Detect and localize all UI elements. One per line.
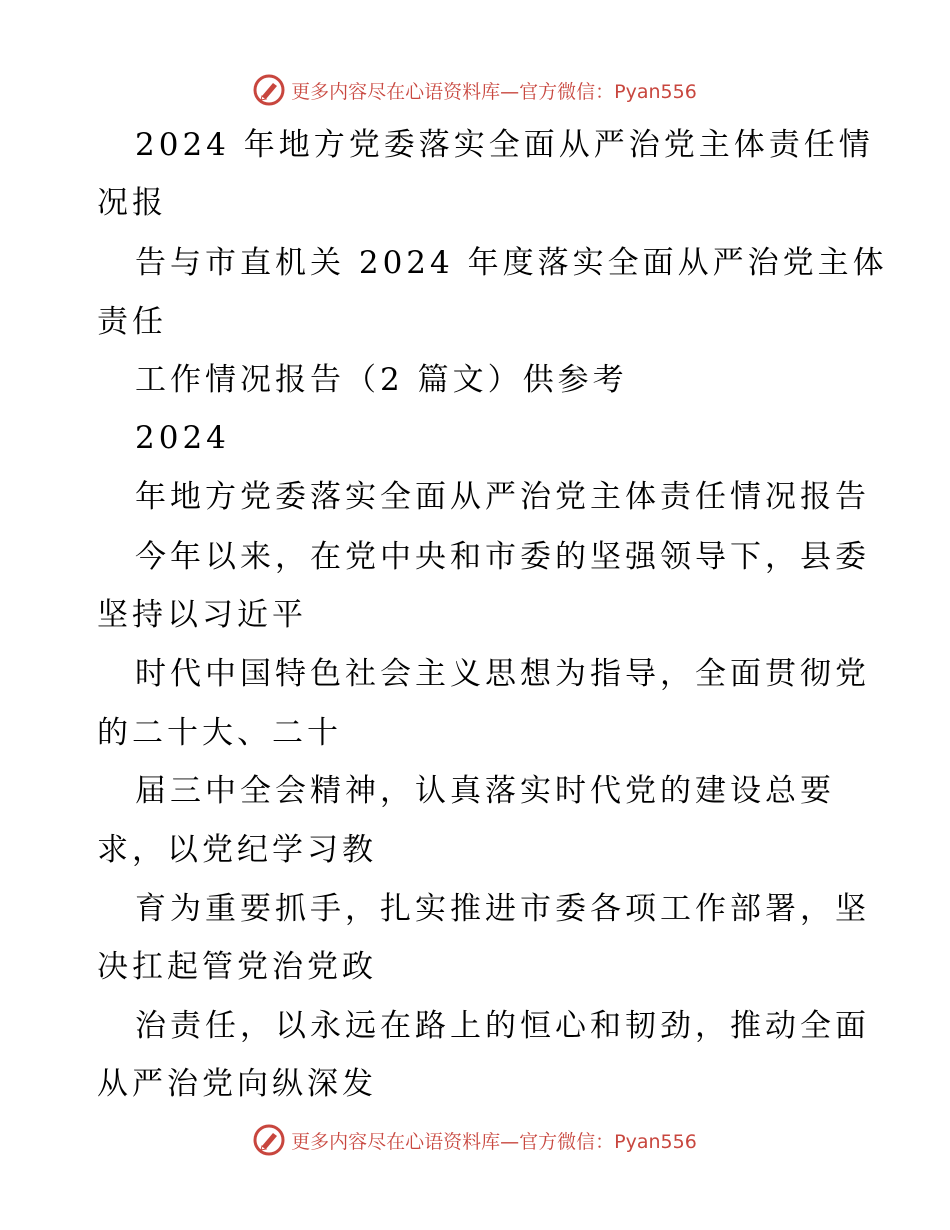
text-line: 坚持以习近平	[97, 597, 307, 633]
text-line: 从严治党向纵深发	[97, 1066, 377, 1102]
text-line: 今年以来，在党中央和市委的坚强领导下，县委	[135, 539, 870, 575]
text-line: 育为重要抓手，扎实推进市委各项工作部署，坚	[135, 891, 870, 927]
pen-circle-icon	[253, 74, 285, 106]
watermark-text: 更多内容尽在心语资料库—官方微信：Pyan556	[291, 80, 697, 103]
text-line: 2024 年地方党委落实全面从严治党主体责任情	[135, 127, 874, 163]
text-line: 决扛起管党治党政	[97, 949, 377, 985]
header-watermark	[0, 70, 950, 110]
watermark-text: 更多内容尽在心语资料库—官方微信：Pyan556	[291, 1130, 697, 1153]
text-line: 时代中国特色社会主义思想为指导，全面贯彻党	[135, 656, 870, 692]
text-line: 治责任，以永远在路上的恒心和韧劲，推动全面	[135, 1008, 870, 1044]
text-line: 责任	[97, 304, 167, 340]
text-line: 告与市直机关 2024 年度落实全面从严治党主体	[135, 245, 888, 281]
text-line: 2024	[135, 420, 230, 456]
footer-watermark	[0, 1120, 950, 1160]
text-line: 的二十大、二十	[97, 715, 342, 751]
text-line: 工作情况报告（2 篇文）供参考	[135, 362, 628, 398]
text-line: 求，以党纪学习教	[97, 832, 377, 868]
text-line: 年地方党委落实全面从严治党主体责任情况报告	[135, 479, 870, 515]
pen-circle-icon	[253, 1124, 285, 1156]
text-line: 届三中全会精神，认真落实时代党的建设总要	[135, 773, 835, 809]
text-line: 况报	[97, 185, 167, 221]
